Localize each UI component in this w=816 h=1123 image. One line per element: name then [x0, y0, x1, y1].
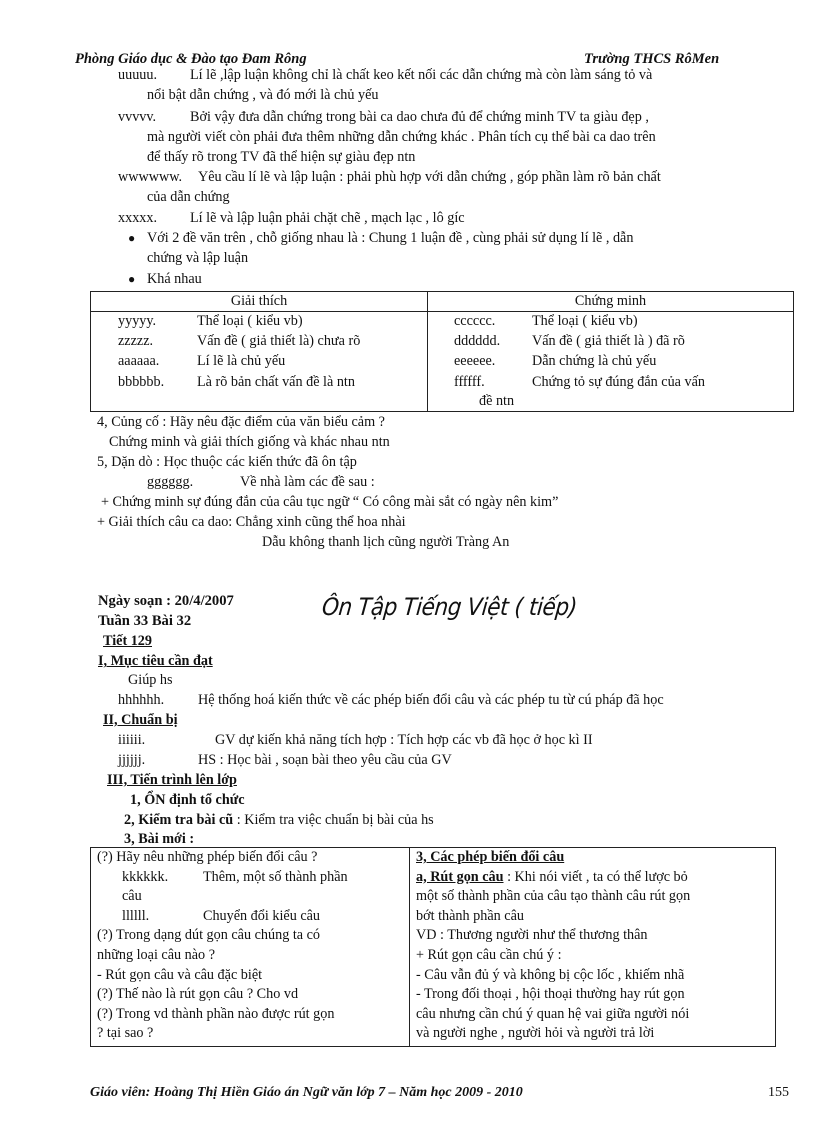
- compare-table: [90, 291, 794, 412]
- compare-tag: eeeeee.: [454, 353, 496, 369]
- compare-tag: zzzzz.: [118, 333, 154, 349]
- item-line: Yêu cầu lí lẽ và lập luận : phải phù hợp với dẫn chứng , góp phần làm rõ bản chất: [198, 169, 661, 185]
- help-text: Giúp hs: [128, 672, 173, 688]
- left-text: câu: [122, 888, 142, 905]
- left-tag: llllll.: [122, 907, 150, 924]
- item-tag: wwwwww.: [118, 169, 183, 185]
- right-text: một số thành phần của câu tạo thành câu rút gọn: [416, 888, 691, 905]
- header-right: Trường THCS RôMen: [584, 51, 720, 67]
- right-text: + Rút gọn câu cần chú ý :: [416, 946, 562, 963]
- compare-text: Thể loại ( kiểu vb): [532, 313, 638, 329]
- prep-tag: iiiiii.: [118, 732, 146, 748]
- compare-tag: yyyyy.: [118, 313, 157, 329]
- bullet-line: Khá nhau: [147, 271, 202, 287]
- prep-text: GV dự kiến khả năng tích hợp : Tích hợp các vb đã học ở học kì II: [215, 732, 593, 748]
- compare-text: Chứng tỏ sự đúng đắn của vấn: [532, 374, 705, 390]
- objective-tag: hhhhhh.: [118, 692, 165, 708]
- right-text: - Trong đối thoại , hội thoại thường hay rút gọn: [416, 986, 685, 1003]
- prep-text: HS : Học bài , soạn bài theo yêu cầu của GV: [198, 752, 452, 768]
- item-line: Bởi vậy đưa dẫn chứng trong bài ca dao chưa đủ để chứng minh TV ta giàu đẹp ,: [190, 109, 649, 125]
- section-procedure: III, Tiến trình lên lớp: [107, 772, 237, 788]
- procedure-step: [124, 811, 434, 831]
- lesson-table: [90, 847, 776, 1047]
- procedure-step-text: : Kiểm tra việc chuẩn bị bài của hs: [233, 812, 434, 828]
- question: những loại câu nào ?: [97, 946, 215, 963]
- homework-line: Dẫu không thanh lịch cũng người Tràng An: [262, 534, 510, 550]
- right-text: và người nghe , người hỏi và người trả lời: [416, 1025, 655, 1042]
- right-text: bớt thành phần câu: [416, 907, 524, 924]
- question: (?) Hãy nêu những phép biến đổi câu ?: [97, 849, 318, 865]
- compare-tag: bbbbbb.: [118, 374, 165, 390]
- section-objectives: I, Mục tiêu cần đạt: [98, 653, 213, 669]
- footer-text: Giáo viên: Hoàng Thị Hiền Giáo án Ngữ văn lớp 7 – Năm học 2009 - 2010: [90, 1085, 523, 1100]
- compare-text: Dẫn chứng là chủ yếu: [532, 353, 657, 369]
- page-number: 155: [768, 1085, 789, 1100]
- compare-text: Vấn đề ( giả thiết là ) đã rõ: [532, 333, 685, 349]
- homework-tag: gggggg.: [147, 474, 194, 490]
- compare-tag: aaaaaa.: [118, 353, 160, 369]
- compare-text: Là rõ bản chất vấn đề là ntn: [197, 374, 355, 390]
- compare-text: Thể loại ( kiểu vb): [197, 313, 303, 329]
- item-line: Lí lẽ ,lập luận không chỉ là chất keo kết nối các dẫn chứng mà còn làm sáng tỏ và: [190, 67, 653, 83]
- homework-line: + Giải thích câu ca dao: Chẳng xinh cũng thể hoa nhài: [97, 514, 406, 530]
- section-preparation: II, Chuẩn bị: [103, 712, 178, 728]
- right-text: : Khi nói viết , ta có thể lược bỏ: [503, 868, 688, 885]
- left-tag: kkkkkk.: [122, 868, 169, 885]
- item-line: nổi bật dẫn chứng , và đó mới là chủ yếu: [147, 87, 379, 103]
- procedure-step-label: 2, Kiểm tra bài cũ: [124, 812, 234, 828]
- left-text: Thêm, một số thành phần: [203, 868, 348, 885]
- left-text: Chuyển đổi kiểu câu: [203, 907, 321, 924]
- lesson-date: Ngày soạn : 20/4/2007: [98, 593, 234, 609]
- compare-text: Vấn đề ( giả thiết là) chưa rõ: [197, 333, 361, 349]
- header-left: Phòng Giáo dục & Đào tạo Đam Rông: [75, 51, 307, 67]
- item-line: của dẫn chứng: [147, 189, 230, 205]
- homework-line: 5, Dặn dò : Học thuộc các kiến thức đã ôn tập: [97, 454, 357, 470]
- procedure-step: 1, ỔN định tổ chức: [130, 792, 245, 808]
- item-tag: vvvvv.: [118, 109, 157, 125]
- item-line: mà người viết còn phải đưa thêm những dẫn chứng khác . Phân tích cụ thể bài ca dao trên: [147, 129, 656, 145]
- compare-text-wrap: đề ntn: [479, 393, 515, 409]
- lesson-period: Tiết 129: [103, 633, 152, 649]
- homework-line: + Chứng minh sự đúng đắn của câu tục ngữ “ Có công mài sắt có ngày nên kim”: [101, 494, 559, 510]
- right-text: câu nhưng cần chú ý quan hệ vai giữa người nói: [416, 1005, 690, 1022]
- item-tag: uuuuu.: [118, 67, 158, 83]
- right-heading: 3, Các phép biến đổi câu: [416, 849, 565, 865]
- question: ? tại sao ?: [97, 1025, 154, 1042]
- lesson-right-col: [410, 848, 776, 1047]
- consolidation-line: 4, Củng cố : Hãy nêu đặc điểm của văn biểu cảm ?: [97, 414, 385, 430]
- item-line: để thấy rõ trong TV đã thể hiện sự giàu đẹp ntn: [147, 149, 416, 165]
- compare-right-col: [428, 312, 793, 411]
- item-tag: xxxxx.: [118, 210, 158, 226]
- right-text: VD : Thương người như thể thương thân: [416, 927, 648, 944]
- compare-left-col: [91, 312, 427, 411]
- compare-tag: dddddd.: [454, 333, 501, 349]
- prep-tag: jjjjjj.: [118, 752, 146, 768]
- bullet-icon: ●: [128, 231, 136, 245]
- compare-tag: cccccc.: [454, 313, 496, 329]
- homework-line: Về nhà làm các đề sau :: [240, 474, 375, 490]
- compare-head-left: Giải thích: [91, 292, 428, 312]
- item-line: Lí lẽ và lập luận phải chặt chẽ , mạch lạc , lô gíc: [190, 210, 465, 226]
- question: (?) Trong dạng dút gọn câu chúng ta có: [97, 927, 321, 944]
- bullet-line: Với 2 đề văn trên , chỗ giống nhau là : Chung 1 luận đề , cùng phải sử dụng lí lẽ , dẫn: [147, 230, 634, 246]
- bullet-line: chứng và lập luận: [147, 250, 249, 266]
- answer: - Rút gọn câu và câu đặc biệt: [97, 966, 263, 983]
- question: (?) Trong vd thành phần nào được rút gọn: [97, 1005, 335, 1022]
- consolidation-line: Chứng minh và giải thích giống và khác nhau ntn: [109, 434, 390, 450]
- lesson-week: Tuần 33 Bài 32: [98, 613, 192, 629]
- question: (?) Thế nào là rút gọn câu ? Cho vd: [97, 986, 299, 1003]
- compare-tag: ffffff.: [454, 374, 485, 390]
- compare-text: Lí lẽ là chủ yếu: [197, 353, 286, 369]
- objective-text: Hệ thống hoá kiến thức về các phép biến đổi câu và các phép tu từ cú pháp đã học: [198, 692, 664, 708]
- procedure-step: 3, Bài mới :: [124, 831, 195, 847]
- compare-head-right: Chứng minh: [428, 292, 794, 312]
- right-text: - Câu vẫn đủ ý và không bị cộc lốc , khiếm nhã: [416, 966, 685, 983]
- lesson-left-col: [91, 848, 410, 1047]
- bullet-icon: ●: [128, 272, 136, 286]
- lesson-title: Ôn Tập Tiếng Việt ( tiếp): [320, 593, 579, 621]
- right-subheading: a, Rút gọn câu: [416, 868, 504, 885]
